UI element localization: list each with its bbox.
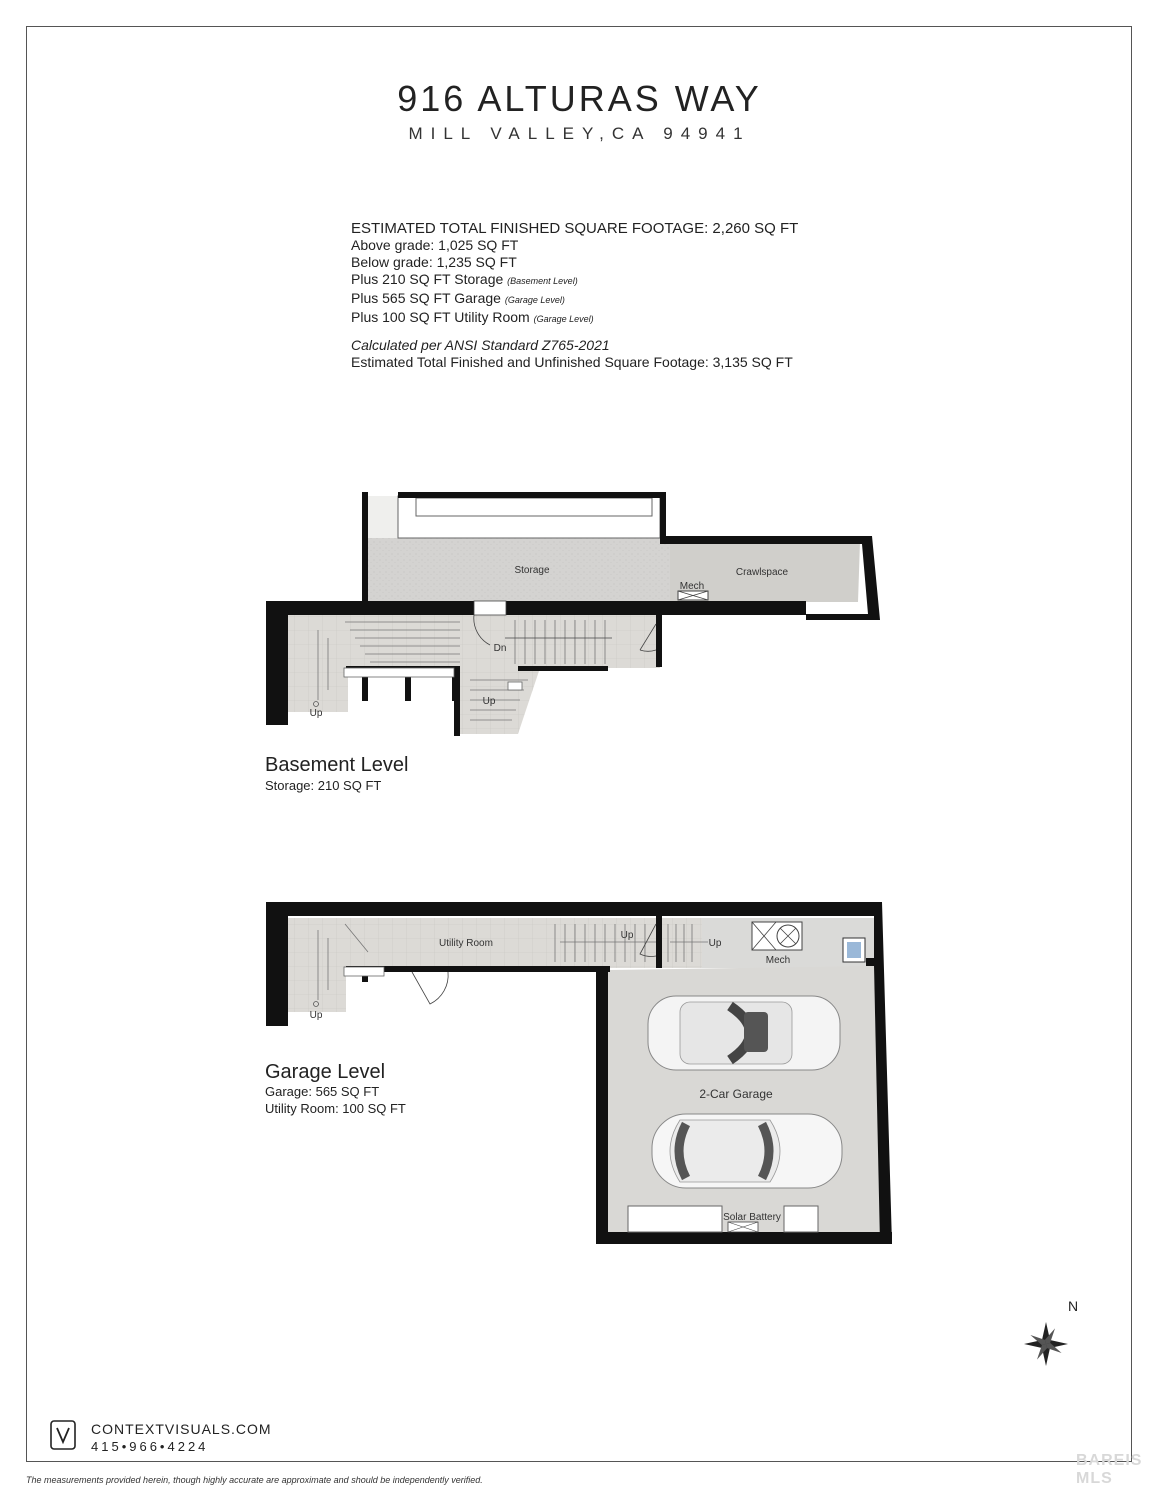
label-up-basement-left: Up (309, 708, 323, 719)
label-solar-battery: Solar Battery (723, 1212, 781, 1223)
label-up-garage-right: Up (708, 938, 722, 949)
label-dn: Dn (493, 643, 507, 654)
basement-plan (266, 492, 880, 736)
label-crawlspace: Crawlspace (735, 567, 789, 578)
label-mech-basement: Mech (679, 581, 705, 592)
garage-sqft: Garage: 565 SQ FT (265, 1084, 380, 1099)
basement-level-title: Basement Level (265, 754, 409, 776)
total-finished-headline: ESTIMATED TOTAL FINISHED SQUARE FOOTAGE: 2,260 SQ FT (351, 220, 799, 237)
label-utility-room: Utility Room (439, 938, 493, 949)
basement-storage-sqft: Storage: 210 SQ FT (265, 778, 382, 793)
contextvisuals-logo-icon (50, 1420, 76, 1450)
utility-room-sqft: Utility Room: 100 SQ FT (265, 1101, 406, 1116)
car-sedan (652, 1114, 842, 1188)
above-grade: Above grade: 1,025 SQ FT (351, 237, 519, 253)
car-suv (648, 996, 840, 1070)
compass-icon (1021, 1319, 1070, 1368)
property-city: MILL VALLEY,CA 94941 (408, 124, 751, 143)
ansi-standard: Calculated per ANSI Standard Z765-2021 (351, 337, 610, 353)
plus-garage-note: (Garage Level) (504, 295, 565, 305)
total-finished-unfinished: Estimated Total Finished and Unfinished Square Footage: 3,135 SQ FT (351, 354, 793, 370)
label-up-garage-center: Up (620, 930, 634, 941)
plus-storage-note: (Basement Level) (507, 276, 578, 286)
plus-storage-text: Plus 210 SQ FT Storage (351, 271, 504, 287)
label-up-garage-left: Up (309, 1010, 323, 1021)
plus-utility-text: Plus 100 SQ FT Utility Room (351, 309, 530, 325)
measurement-disclaimer: The measurements provided herein, though highly accurate are approximate and should be independently verified. (26, 1475, 483, 1485)
label-mech-garage: Mech (765, 955, 791, 966)
plus-utility-note: (Garage Level) (533, 314, 594, 324)
plus-garage-text: Plus 565 SQ FT Garage (351, 290, 501, 306)
mls-watermark: BAREIS MLS (1076, 1452, 1143, 1487)
compass-north-label: N (1068, 1298, 1079, 1314)
below-grade: Below grade: 1,235 SQ FT (351, 254, 517, 270)
company-phone: 415•966•4224 (91, 1439, 209, 1454)
label-storage: Storage (514, 565, 550, 576)
company-website: CONTEXTVISUALS.COM (91, 1421, 272, 1437)
garage-level-title: Garage Level (265, 1061, 386, 1083)
label-up-basement-center: Up (482, 696, 496, 707)
property-address: 916 ALTURAS WAY (397, 78, 762, 119)
label-2-car-garage: 2-Car Garage (699, 1087, 773, 1101)
